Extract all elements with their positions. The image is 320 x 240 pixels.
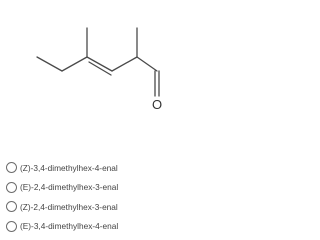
answer-option-3[interactable] [6, 197, 118, 217]
bond [37, 57, 62, 71]
bond [112, 57, 137, 71]
answer-option-label: (Z)-3,4-dimethylhex-4-enal [20, 162, 118, 173]
radio-button-icon[interactable] [6, 201, 17, 212]
answer-option-label: (E)-2,4-dimethylhex-3-enal [20, 182, 119, 193]
bond [62, 57, 87, 71]
answer-options [6, 158, 118, 236]
answer-option-2[interactable] [6, 178, 118, 198]
radio-button-icon[interactable] [6, 182, 17, 193]
answer-option-label: (E)-3,4-dimethylhex-4-enal [20, 221, 119, 232]
radio-button-icon[interactable] [6, 162, 17, 173]
answer-option-label: (Z)-2,4-dimethylhex-3-enal [20, 201, 118, 212]
answer-option-1[interactable] [6, 158, 118, 178]
bond [137, 57, 157, 71]
oxygen-atom-label: O [151, 97, 163, 112]
answer-option-4[interactable] [6, 217, 118, 237]
radio-button-icon[interactable] [6, 221, 17, 232]
